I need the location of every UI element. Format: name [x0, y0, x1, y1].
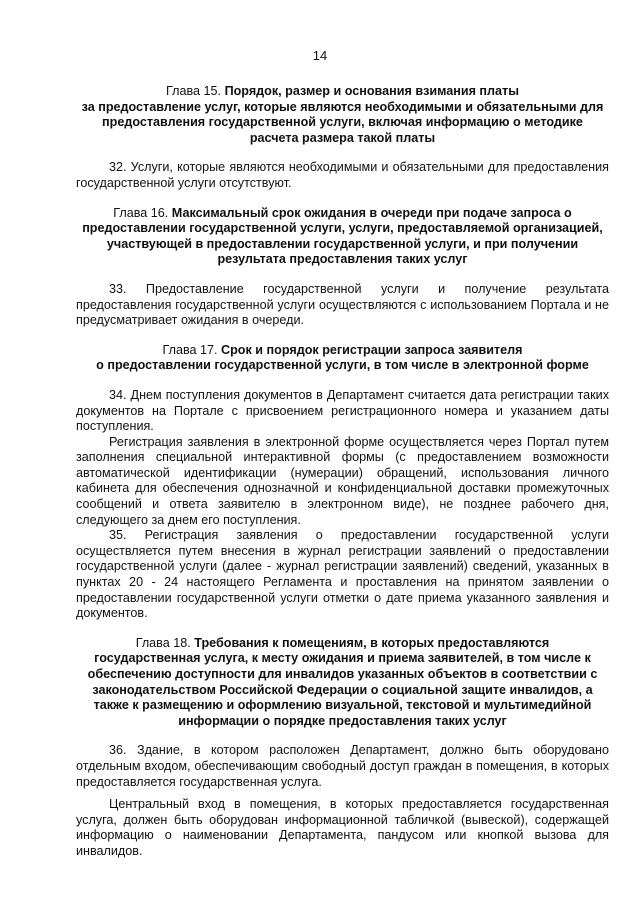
chapter-16: [76, 206, 609, 329]
chapter-title-rest: государственная услуга, к месту ожидания и приема заявителей, в том числе к обеспечению доступности для инвалидов указанных объектов в соответствии с законодательством Российской Федерации о социальной защите инвалидов, а также к размещению и оформлению визуальной, текстовой и мультимедийной информации о порядке предоставления таких услуг: [87, 651, 598, 728]
paragraph-35: 35. Регистрация заявления о предоставлении государственной услуги осуществляется путем внесения в журнал регистрации заявлений о предоставлении государственной услуги (далее - журнал регистрации заявлений) сведений, указанных в пунктах 20 - 24 настоящего Регламента и проставления на принятом заявлении о предоставлении государственной услуги отметки о дате приема указанного заявления и документов.: [76, 528, 609, 621]
chapter-heading: [76, 343, 609, 374]
chapter-heading: [76, 84, 609, 146]
chapter-title-rest: предоставлении государственной услуги, услуги, предоставляемой организацией, участвующей в предоставлении государственной услуги, и при получении результата предоставления таких услуг: [82, 221, 603, 267]
paragraph-36: 36. Здание, в котором расположен Департамент, должно быть оборудовано отдельным входом, обеспечивающим свободный доступ граждан в помещения, в которых предоставляется государственная услуга.: [76, 743, 609, 789]
page-number: 14: [312, 48, 328, 63]
paragraph-34: 34. Днем поступления документов в Департамент считается дата регистрации таких документов на Портале с присвоением регистрационного номера и указанием даты поступления.: [76, 387, 609, 434]
chapter-title-line1: Срок и порядок регистрации запроса заявителя: [221, 342, 523, 357]
paragraph-central-entrance: Центральный вход в помещения, в которых предоставляется государственная услуга, должен быть оборудован информационной табличкой (вывеской), содержащей информацию о наименовании Департамента, пандусом или кнопкой вызова для инвалидов.: [76, 797, 609, 858]
chapter-title-line1: Максимальный срок ожидания в очереди при подаче запроса о: [171, 205, 572, 220]
chapter-label: Глава 15.: [166, 84, 225, 98]
chapter-18: [76, 636, 609, 860]
paragraph-33: 33. Предоставление государственной услуги и получение результата предоставления государственной услуги осуществляются с использованием Портала и не предусматривает ожидания в очереди.: [76, 281, 609, 328]
chapter-15: [76, 84, 609, 192]
chapter-label: Глава 18.: [135, 635, 195, 650]
chapter-heading: [76, 636, 609, 730]
chapter-17: [76, 343, 609, 622]
chapter-title-rest: за предоставление услуг, которые являются необходимыми и обязательными для предоставления государственной услуги, включая информацию о методике расчета размера такой платы: [81, 99, 604, 145]
paragraph-registration: Регистрация заявления в электронной форме осуществляется через Портал путем заполнения специальной интерактивной формы (с предоставлением возможности автоматической идентификации (нумерации) обращений, использования личного кабинета для обеспечения однозначной и конфиденциальной доставки промежуточных сообщений и ответа заявителю в электронном виде), не позднее рабочего дня, следующего за днем его поступления.: [76, 434, 609, 527]
chapter-heading: [76, 206, 609, 268]
chapter-title-line1: Требования к помещениям, в которых предоставляются: [194, 635, 550, 650]
chapter-label: Глава 17.: [162, 342, 222, 357]
chapter-label: Глава 16.: [113, 205, 172, 220]
chapter-title-rest: о предоставлении государственной услуги, в том числе в электронной форме: [96, 358, 589, 373]
paragraph-32: 32. Услуги, которые являются необходимыми и обязательными для предоставления государственной услуги отсутствуют.: [76, 160, 609, 190]
chapter-title-line1: Порядок, размер и основания взимания платы: [224, 84, 519, 98]
